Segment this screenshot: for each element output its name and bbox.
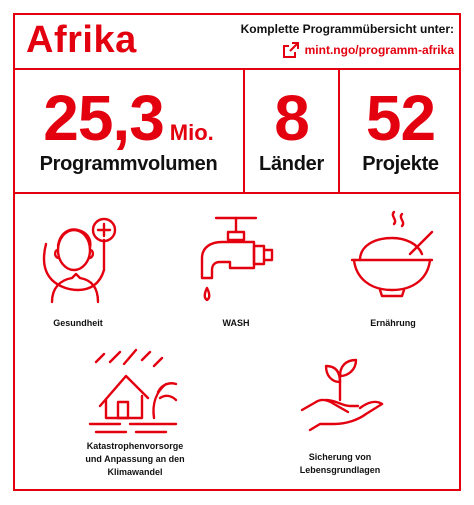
disaster-caption	[55, 440, 215, 479]
health-caption: Gesundheit	[53, 318, 103, 328]
stat-projects	[340, 82, 461, 176]
disaster-caption-line3: Klimawandel	[107, 467, 163, 477]
external-link-icon	[283, 42, 299, 58]
nutrition-icon	[346, 208, 438, 298]
stat-countries	[245, 82, 338, 176]
livelihood-caption-line2: Lebensgrundlagen	[299, 465, 381, 475]
countries-value: 8	[274, 82, 309, 154]
health-icon	[38, 210, 128, 305]
volume-unit: Mio.	[169, 120, 214, 145]
stat-volume	[14, 82, 243, 176]
overview-label: Komplette Programmübersicht unter:	[240, 22, 454, 36]
countries-label: Länder	[259, 153, 324, 175]
nutrition-caption: Ernährung	[370, 318, 416, 328]
wash-caption: WASH	[222, 318, 250, 328]
stats-divider	[13, 192, 461, 194]
overview-link[interactable]	[283, 42, 454, 58]
livelihood-icon	[296, 352, 386, 436]
projects-value: 52	[365, 82, 436, 154]
livelihood-caption-line1: Sicherung von	[308, 452, 372, 462]
header-divider	[13, 68, 461, 70]
region-title: Afrika	[26, 19, 137, 61]
disaster-caption-line2: und Anpassung an den	[85, 454, 185, 464]
disaster-caption-line1: Katastrophenvorsorge	[86, 441, 184, 451]
volume-label: Programmvolumen	[39, 153, 218, 175]
volume-value: 25,3	[43, 82, 164, 154]
overview-link-text[interactable]: mint.ngo/programm-afrika	[304, 43, 454, 57]
livelihood-caption	[275, 451, 405, 477]
wash-icon	[192, 212, 280, 304]
projects-label: Projekte	[362, 153, 439, 175]
disaster-icon	[86, 348, 182, 436]
